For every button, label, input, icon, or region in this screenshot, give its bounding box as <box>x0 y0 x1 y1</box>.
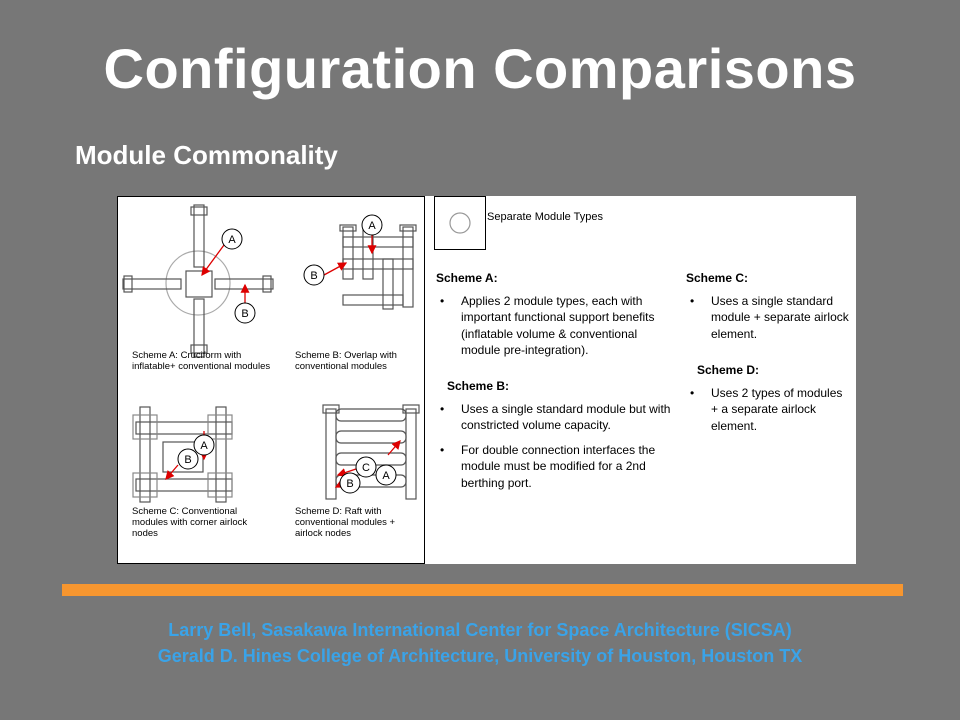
marker-c-label: B <box>184 454 192 466</box>
caption-scheme-c: Scheme C: Conventional modules with corner airlock nodes <box>132 506 248 539</box>
marker-a-label: B <box>241 308 249 320</box>
scheme-c-heading: Scheme C: <box>686 271 749 285</box>
circle-icon <box>435 197 485 249</box>
marker-b-label: A <box>368 220 376 232</box>
credit-line-2: Gerald D. Hines College of Architecture, University of Houston, Houston TX <box>157 646 803 666</box>
scheme-d-heading: Scheme D: <box>697 363 760 377</box>
marker-a-label: A <box>228 234 236 246</box>
credit-line-1: Larry Bell, Sasakawa International Center for Space Architecture (SICSA) <box>168 620 792 640</box>
list-item: • Uses 2 types of modules + a separate airlock element. <box>690 385 843 433</box>
scheme-d-block <box>690 362 852 442</box>
marker-b-label: B <box>310 270 318 282</box>
slide-subtitle: Module Commonality <box>75 140 338 170</box>
caption-scheme-a: Scheme A: Cruciform with inflatable+ conventional modules <box>132 350 271 372</box>
caption-scheme-b: Scheme B: Overlap with conventional modules <box>295 350 397 372</box>
caption-scheme-d: Scheme D: Raft with conventional modules + airlock nodes <box>295 506 396 539</box>
configuration-figure <box>117 196 856 564</box>
scheme-b-block <box>440 378 677 499</box>
legend-swatch <box>434 196 486 250</box>
legend-label: Separate Module Types <box>487 211 603 223</box>
divider-bar <box>62 584 903 596</box>
list-item: • Applies 2 module types, each with important functional support benefits (inflatable volume & conventional module pre-integration). <box>440 293 655 357</box>
scheme-a-block <box>436 270 666 367</box>
scheme-a-heading: Scheme A: <box>436 271 498 285</box>
scheme-b-heading: Scheme B: <box>447 379 510 393</box>
marker-d-label: A <box>382 470 390 482</box>
marker-d-label: B <box>346 478 354 490</box>
slide-title: Configuration Comparisons <box>103 37 857 100</box>
marker-d-label: C <box>362 462 370 474</box>
list-item: • Uses a single standard module + separate airlock element. <box>690 293 849 341</box>
list-item: • Uses a single standard module but with constricted volume capacity. <box>440 401 671 432</box>
scheme-c-block <box>686 270 851 350</box>
list-item: • For double connection interfaces the module must be modified for a 2nd berthing port. <box>440 442 656 490</box>
scheme-diagrams-panel <box>117 196 425 564</box>
marker-c-label: A <box>200 440 208 452</box>
